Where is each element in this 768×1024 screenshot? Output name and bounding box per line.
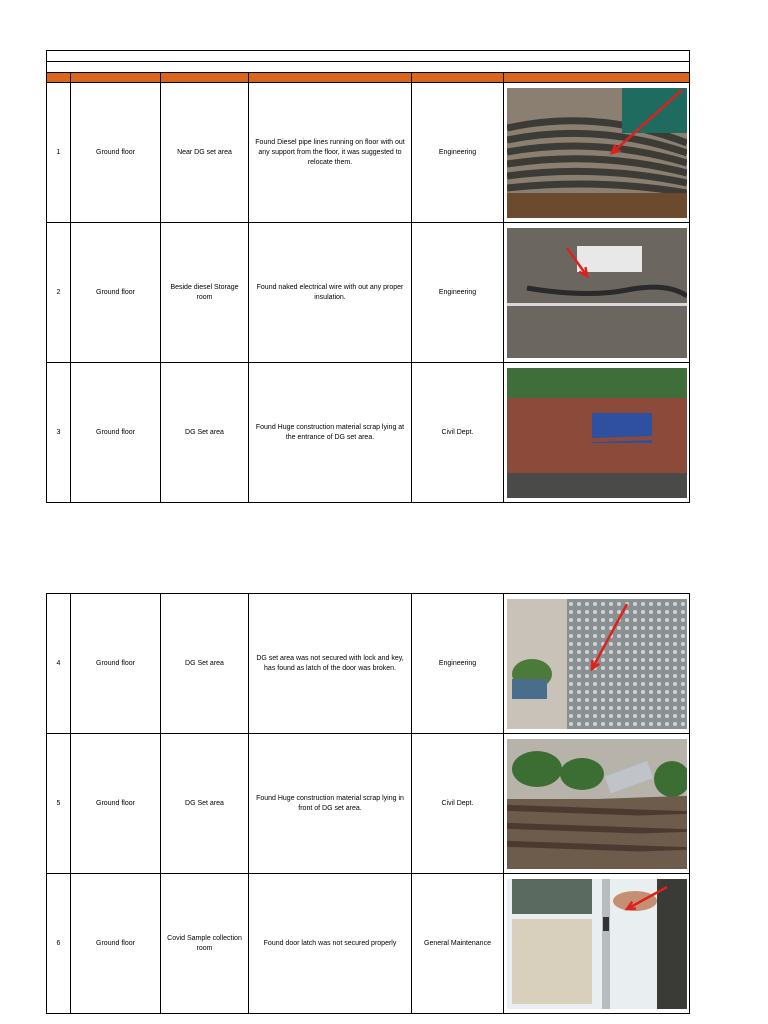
header-cell	[71, 73, 161, 83]
location-cell: DG Set area	[161, 594, 249, 734]
observation-cell: Found Diesel pipe lines running on floor with out any support from the floor, it was suggested to relocate them.	[249, 83, 412, 223]
photo-cell	[504, 223, 690, 363]
mesh-door-photo	[507, 599, 687, 729]
header-cell	[504, 73, 690, 83]
table-row	[47, 874, 690, 1014]
responsibility-cell: Civil Dept.	[412, 363, 504, 503]
title-row	[47, 51, 690, 62]
floor-cell: Ground floor	[71, 734, 161, 874]
floor-cell: Ground floor	[71, 363, 161, 503]
table-row	[47, 734, 690, 874]
serial-number: 6	[47, 874, 71, 1014]
observation-table-2	[46, 593, 690, 1014]
header-cell	[47, 73, 71, 83]
table-row	[47, 594, 690, 734]
observation-cell: Found Huge construction material scrap lying in front of DG set area.	[249, 734, 412, 874]
scrap-front-photo	[507, 739, 687, 869]
serial-number: 4	[47, 594, 71, 734]
block-1-rows	[47, 83, 690, 503]
block-2-rows	[47, 594, 690, 1014]
header-band	[47, 73, 690, 83]
location-cell: Beside diesel Storage room	[161, 223, 249, 363]
location-cell: Near DG set area	[161, 83, 249, 223]
wire-photo	[507, 228, 687, 358]
responsibility-cell: Civil Dept.	[412, 734, 504, 874]
observation-table-1	[46, 50, 690, 503]
table-row	[47, 363, 690, 503]
serial-number: 5	[47, 734, 71, 874]
header-cell	[249, 73, 412, 83]
scrap-photo	[507, 368, 687, 498]
observation-cell: Found naked electrical wire with out any proper insulation.	[249, 223, 412, 363]
photo-cell	[504, 83, 690, 223]
responsibility-cell: Engineering	[412, 223, 504, 363]
subtitle-cell	[47, 62, 690, 73]
photo-cell	[504, 363, 690, 503]
title-cell	[47, 51, 690, 62]
photo-cell	[504, 874, 690, 1014]
serial-number: 2	[47, 223, 71, 363]
table-row	[47, 83, 690, 223]
photo-cell	[504, 734, 690, 874]
responsibility-cell: General Maintenance	[412, 874, 504, 1014]
observation-cell: Found door latch was not secured properly	[249, 874, 412, 1014]
responsibility-cell: Engineering	[412, 594, 504, 734]
header-cell	[412, 73, 504, 83]
floor-cell: Ground floor	[71, 874, 161, 1014]
serial-number: 1	[47, 83, 71, 223]
location-cell: DG Set area	[161, 363, 249, 503]
pipes-photo	[507, 88, 687, 218]
floor-cell: Ground floor	[71, 83, 161, 223]
door-latch-photo	[507, 879, 687, 1009]
table-row	[47, 223, 690, 363]
header-cell	[161, 73, 249, 83]
floor-cell: Ground floor	[71, 594, 161, 734]
responsibility-cell: Engineering	[412, 83, 504, 223]
subtitle-row	[47, 62, 690, 73]
photo-cell	[504, 594, 690, 734]
location-cell: Covid Sample collection room	[161, 874, 249, 1014]
floor-cell: Ground floor	[71, 223, 161, 363]
location-cell: DG Set area	[161, 734, 249, 874]
observation-cell: DG set area was not secured with lock and key, has found as latch of the door was broken.	[249, 594, 412, 734]
serial-number: 3	[47, 363, 71, 503]
observation-cell: Found Huge construction material scrap lying at the entrance of DG set area.	[249, 363, 412, 503]
